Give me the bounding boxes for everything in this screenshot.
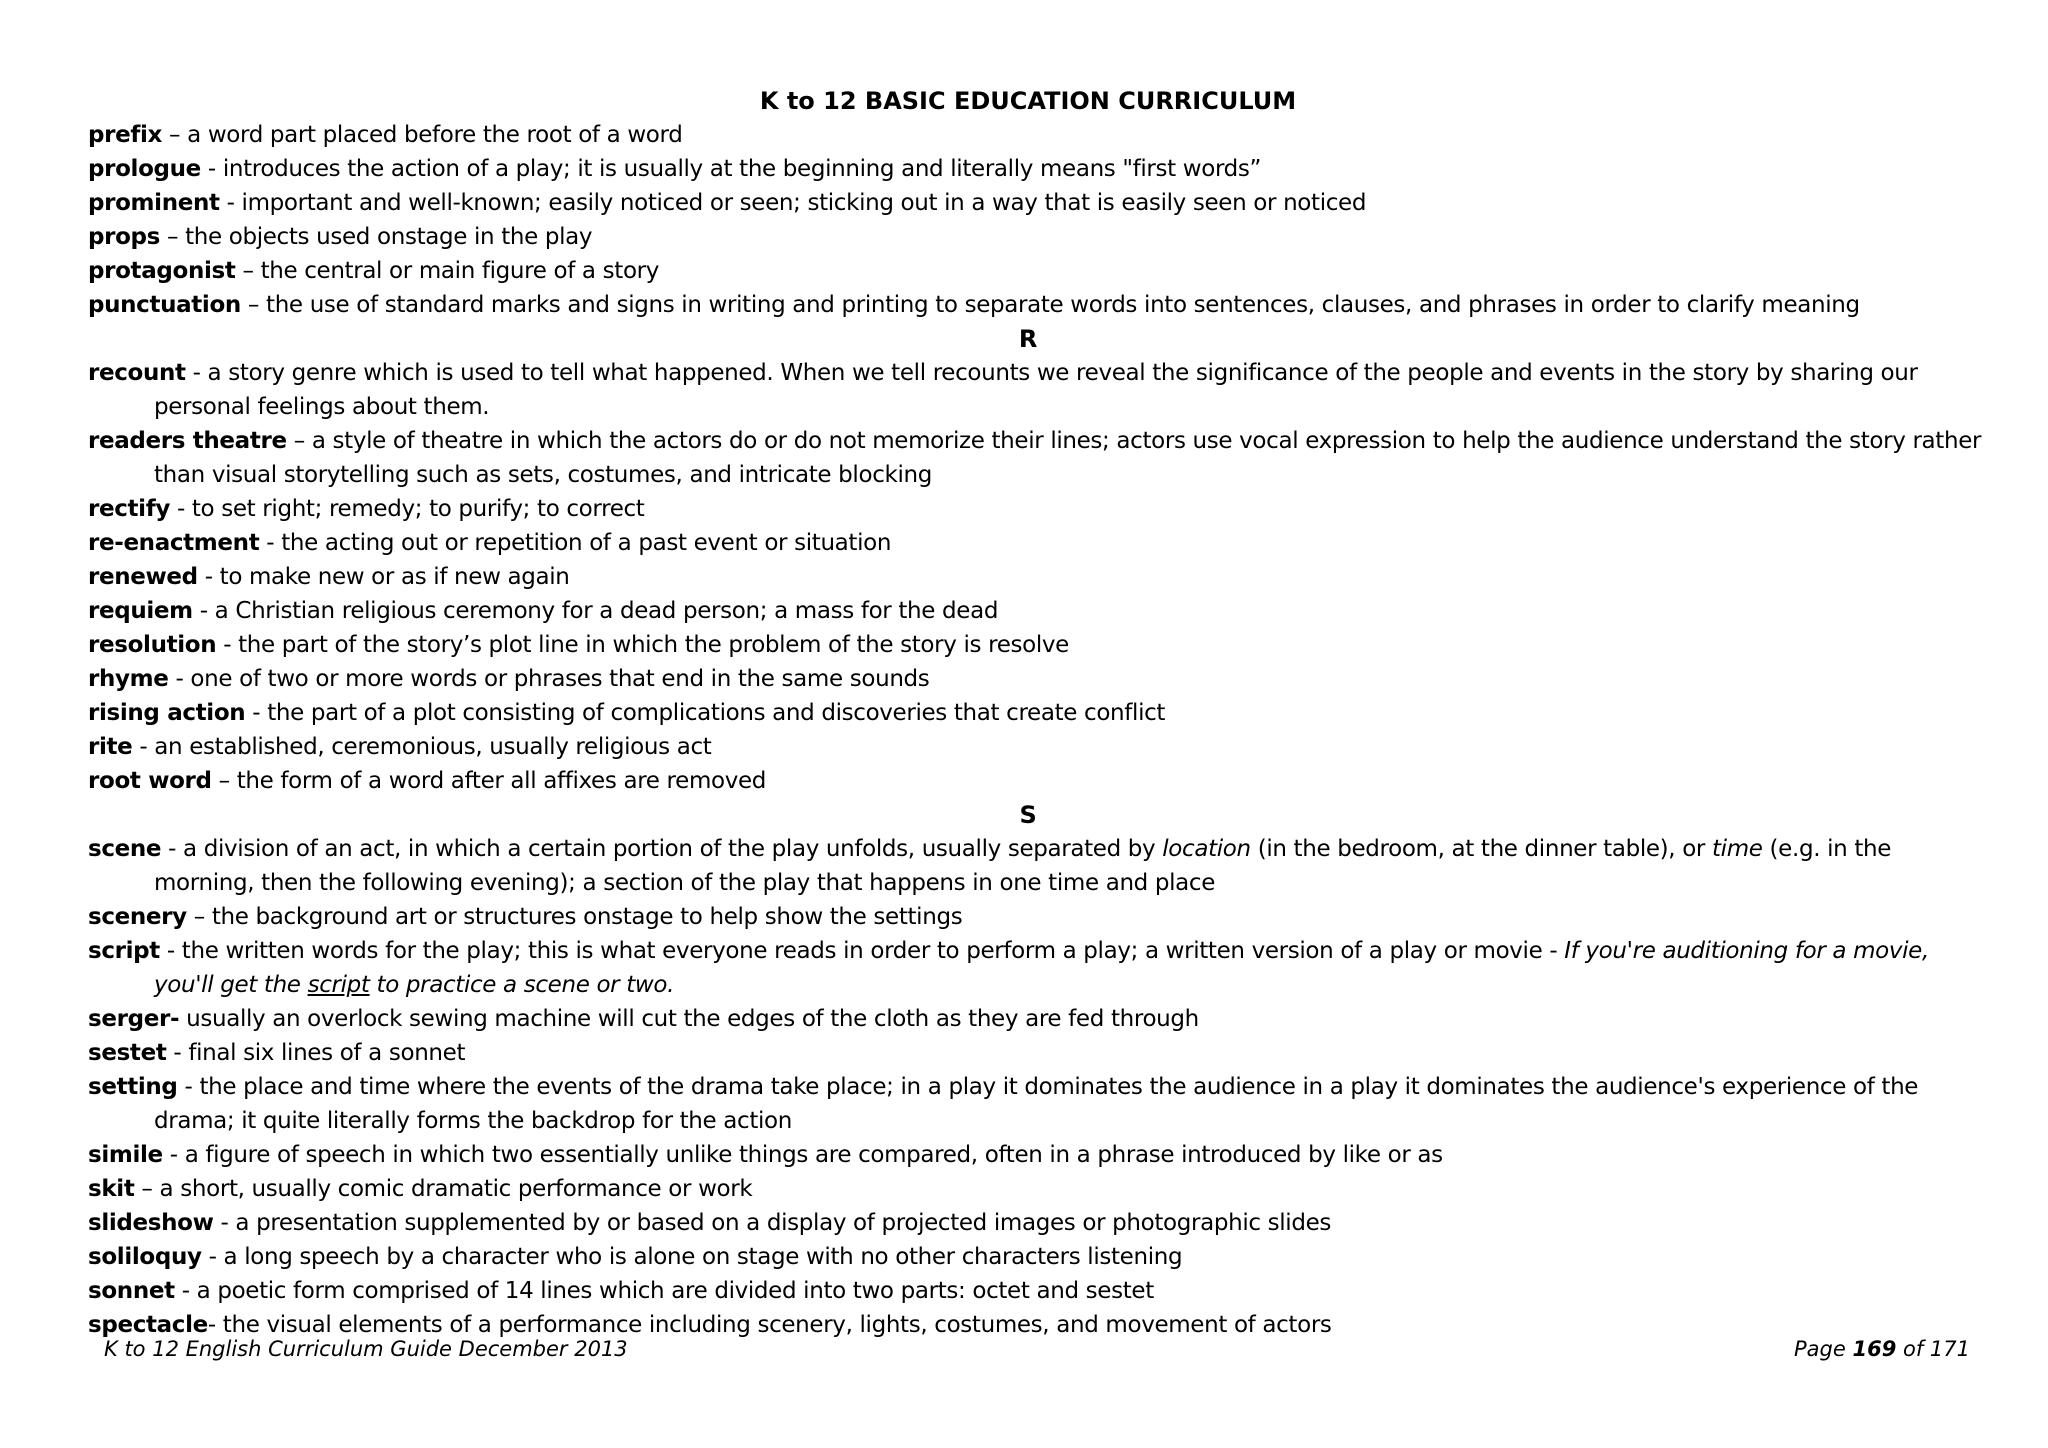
entry-definition: to set right; remedy; to purify; to correct bbox=[191, 496, 645, 522]
entry-definition: introduces the action of a play; it is usually at the beginning and literally means "first words” bbox=[222, 156, 1262, 182]
entry-definition: the form of a word after all affixes are removed bbox=[236, 768, 767, 794]
entry-term: recount bbox=[88, 360, 186, 386]
glossary-entry: requiem - a Christian religious ceremony for a dead person; a mass for the dead bbox=[88, 598, 999, 624]
glossary-entry: prefix – a word part placed before the root of a word bbox=[88, 122, 683, 148]
current-page-number: 169 bbox=[1852, 1337, 1897, 1361]
entry-term: skit bbox=[88, 1176, 135, 1202]
glossary-entry: protagonist – the central or main figure of a story bbox=[88, 258, 660, 284]
entry-term: root word bbox=[88, 768, 212, 794]
entry-term: serger- bbox=[88, 1006, 180, 1032]
entry-definition: a short, usually comic dramatic performance or work bbox=[159, 1176, 753, 1202]
entry-term: prefix bbox=[88, 122, 163, 148]
entry-term: scene bbox=[88, 836, 162, 862]
glossary-entry: simile - a figure of speech in which two essentially unlike things are compared, often in a phrase introduced by like or as bbox=[88, 1142, 1443, 1168]
glossary-entry: readers theatre – a style of theatre in which the actors do or do not memorize their lines; actors use vocal expression to help the audience understand the story rather than visual storytelling such as sets, costumes, and intricate blocking bbox=[88, 428, 1982, 488]
glossary-entry: rite - an established, ceremonious, usually religious act bbox=[88, 734, 712, 760]
entry-term: script bbox=[88, 938, 160, 964]
glossary-entry: prominent - important and well-known; easily noticed or seen; sticking out in a way that is easily seen or noticed bbox=[88, 190, 1367, 216]
entry-term: sonnet bbox=[88, 1278, 175, 1304]
entry-term: renewed bbox=[88, 564, 198, 590]
entry-definition: the part of a plot consisting of complications and discoveries that create conflict bbox=[267, 700, 1166, 726]
glossary-entry: re-enactment - the acting out or repetition of a past event or situation bbox=[88, 530, 892, 556]
entry-definition: a style of theatre in which the actors do or do not memorize their lines; actors use vocal expression to help the audience understand the story rather than visual storytelling such as sets, costumes, and intricate blocking bbox=[154, 428, 1982, 488]
entry-definition: the part of the story’s plot line in which the problem of the story is resolve bbox=[238, 632, 1069, 658]
page-title: K to 12 BASIC EDUCATION CURRICULUM bbox=[759, 87, 1297, 115]
entry-term: prominent bbox=[88, 190, 220, 216]
entry-definition: the background art or structures onstage to help show the settings bbox=[211, 904, 963, 930]
entry-term: simile bbox=[88, 1142, 163, 1168]
entry-term: rite bbox=[88, 734, 133, 760]
entry-term: slideshow bbox=[88, 1210, 214, 1236]
entry-definition: a presentation supplemented by or based on a display of projected images or photographic slides bbox=[235, 1210, 1332, 1236]
footer-page-number: Page 169 of 171 bbox=[1794, 1337, 1970, 1361]
glossary-entry: rhyme - one of two or more words or phrases that end in the same sounds bbox=[88, 666, 930, 692]
glossary-entry: setting - the place and time where the events of the drama take place; in a play it dominates the audience in a play it dominates the audience's experience of the drama; it quite literally forms the backdrop for the action bbox=[88, 1074, 1919, 1134]
entry-definition: usually an overlock sewing machine will cut the edges of the cloth as they are fed through bbox=[186, 1006, 1199, 1032]
glossary-entry: renewed - to make new or as if new again bbox=[88, 564, 570, 590]
glossary-entry: scenery – the background art or structures onstage to help show the settings bbox=[88, 904, 963, 930]
glossary-entry-scene: scene - a division of an act, in which a certain portion of the play unfolds, usually separated by location (in the bedroom, at the dinner table), or time (e.g. in the morning, then the following evening); a section of the play that happens in one time and place bbox=[88, 836, 1892, 896]
entry-term: soliloquy bbox=[88, 1244, 202, 1270]
entry-term: rising action bbox=[88, 700, 246, 726]
entry-definition: the visual elements of a performance including scenery, lights, costumes, and movement of actors bbox=[222, 1312, 1332, 1338]
entry-definition: a long speech by a character who is alone on stage with no other characters listening bbox=[223, 1244, 1183, 1270]
entry-definition: the objects used onstage in the play bbox=[185, 224, 593, 250]
section-letter-s: S bbox=[1019, 801, 1037, 829]
glossary-entry: props – the objects used onstage in the play bbox=[88, 224, 593, 250]
entry-term: props bbox=[88, 224, 161, 250]
glossary-entry: skit – a short, usually comic dramatic performance or work bbox=[88, 1176, 753, 1202]
footer-document-title: K to 12 English Curriculum Guide December 2013 bbox=[104, 1337, 628, 1361]
glossary-entry: rectify - to set right; remedy; to purify; to correct bbox=[88, 496, 645, 522]
glossary-entry bbox=[88, 1002, 1988, 1036]
entry-definition: a word part placed before the root of a word bbox=[187, 122, 683, 148]
entry-term: re-enactment bbox=[88, 530, 260, 556]
entry-definition: important and well-known; easily noticed or seen; sticking out in a way that is easily seen or noticed bbox=[241, 190, 1367, 216]
glossary bbox=[88, 118, 1988, 1342]
glossary-entry: sonnet - a poetic form comprised of 14 lines which are divided into two parts: octet and sestet bbox=[88, 1278, 1154, 1304]
glossary-entry: spectacle- the visual elements of a performance including scenery, lights, costumes, and movement of actors bbox=[88, 1312, 1332, 1338]
entry-definition: final six lines of a sonnet bbox=[188, 1040, 466, 1066]
glossary-entry: sestet - final six lines of a sonnet bbox=[88, 1040, 466, 1066]
entry-definition: the written words for the play; this is what everyone reads in order to perform a play; a written version of a play or movie - bbox=[181, 938, 1565, 964]
entry-definition: the central or main figure of a story bbox=[260, 258, 660, 284]
entry-term: punctuation bbox=[88, 292, 241, 318]
entry-term: setting bbox=[88, 1074, 178, 1100]
glossary-entry: soliloquy - a long speech by a character who is alone on stage with no other characters listening bbox=[88, 1244, 1183, 1270]
entry-term: rectify bbox=[88, 496, 171, 522]
entry-definition: the place and time where the events of the drama take place; in a play it dominates the audience in a play it dominates the audience's experience of the drama; it quite literally forms the backdrop for the action bbox=[154, 1074, 1919, 1134]
entry-term: requiem bbox=[88, 598, 193, 624]
entry-definition: a figure of speech in which two essentially unlike things are compared, often in a phrase introduced by like or as bbox=[184, 1142, 1443, 1168]
glossary-entry: punctuation – the use of standard marks and signs in writing and printing to separate words into sentences, clauses, and phrases in order to clarify meaning bbox=[88, 292, 1860, 318]
glossary-entry: recount - a story genre which is used to tell what happened. When we tell recounts we reveal the significance of the people and events in the story by sharing our personal feelings about them. bbox=[88, 360, 1918, 420]
entry-definition: a poetic form comprised of 14 lines which are divided into two parts: octet and sestet bbox=[196, 1278, 1154, 1304]
entry-definition: to make new or as if new again bbox=[219, 564, 570, 590]
glossary-entry-script: script - the written words for the play; this is what everyone reads in order to perform a play; a written version of a play or movie - If you're auditioning for a movie, you'll get the script to practice a scene or two. bbox=[88, 938, 1929, 998]
entry-definition: the use of standard marks and signs in writing and printing to separate words into sentences, clauses, and phrases in order to clarify meaning bbox=[266, 292, 1860, 318]
entry-term: resolution bbox=[88, 632, 217, 658]
entry-definition: an established, ceremonious, usually religious act bbox=[154, 734, 712, 760]
glossary-entry: root word – the form of a word after all affixes are removed bbox=[88, 768, 767, 794]
entry-definition: one of two or more words or phrases that end in the same sounds bbox=[190, 666, 930, 692]
document-page bbox=[88, 84, 1988, 1342]
entry-term: sestet bbox=[88, 1040, 167, 1066]
entry-term: rhyme bbox=[88, 666, 169, 692]
glossary-entry: rising action - the part of a plot consisting of complications and discoveries that create conflict bbox=[88, 700, 1166, 726]
entry-term: readers theatre bbox=[88, 428, 287, 454]
entry-example: If you're auditioning for a movie, you'll get the bbox=[154, 938, 1929, 998]
entry-definition: a story genre which is used to tell what happened. When we tell recounts we reveal the significance of the people and events in the story by sharing our personal feelings about them. bbox=[154, 360, 1918, 420]
glossary-entry: prologue - introduces the action of a play; it is usually at the beginning and literally means "first words” bbox=[88, 156, 1262, 182]
entry-definition: a Christian religious ceremony for a dead person; a mass for the dead bbox=[214, 598, 999, 624]
section-letter-r: R bbox=[1018, 325, 1038, 353]
glossary-entry: slideshow - a presentation supplemented by or based on a display of projected images or photographic slides bbox=[88, 1210, 1332, 1236]
entry-term: prologue bbox=[88, 156, 201, 182]
entry-term: scenery bbox=[88, 904, 187, 930]
entry-definition: the acting out or repetition of a past event or situation bbox=[281, 530, 892, 556]
glossary-entry: resolution - the part of the story’s plot line in which the problem of the story is resolve bbox=[88, 632, 1069, 658]
entry-term: protagonist bbox=[88, 258, 236, 284]
entry-term: spectacle bbox=[88, 1312, 208, 1338]
